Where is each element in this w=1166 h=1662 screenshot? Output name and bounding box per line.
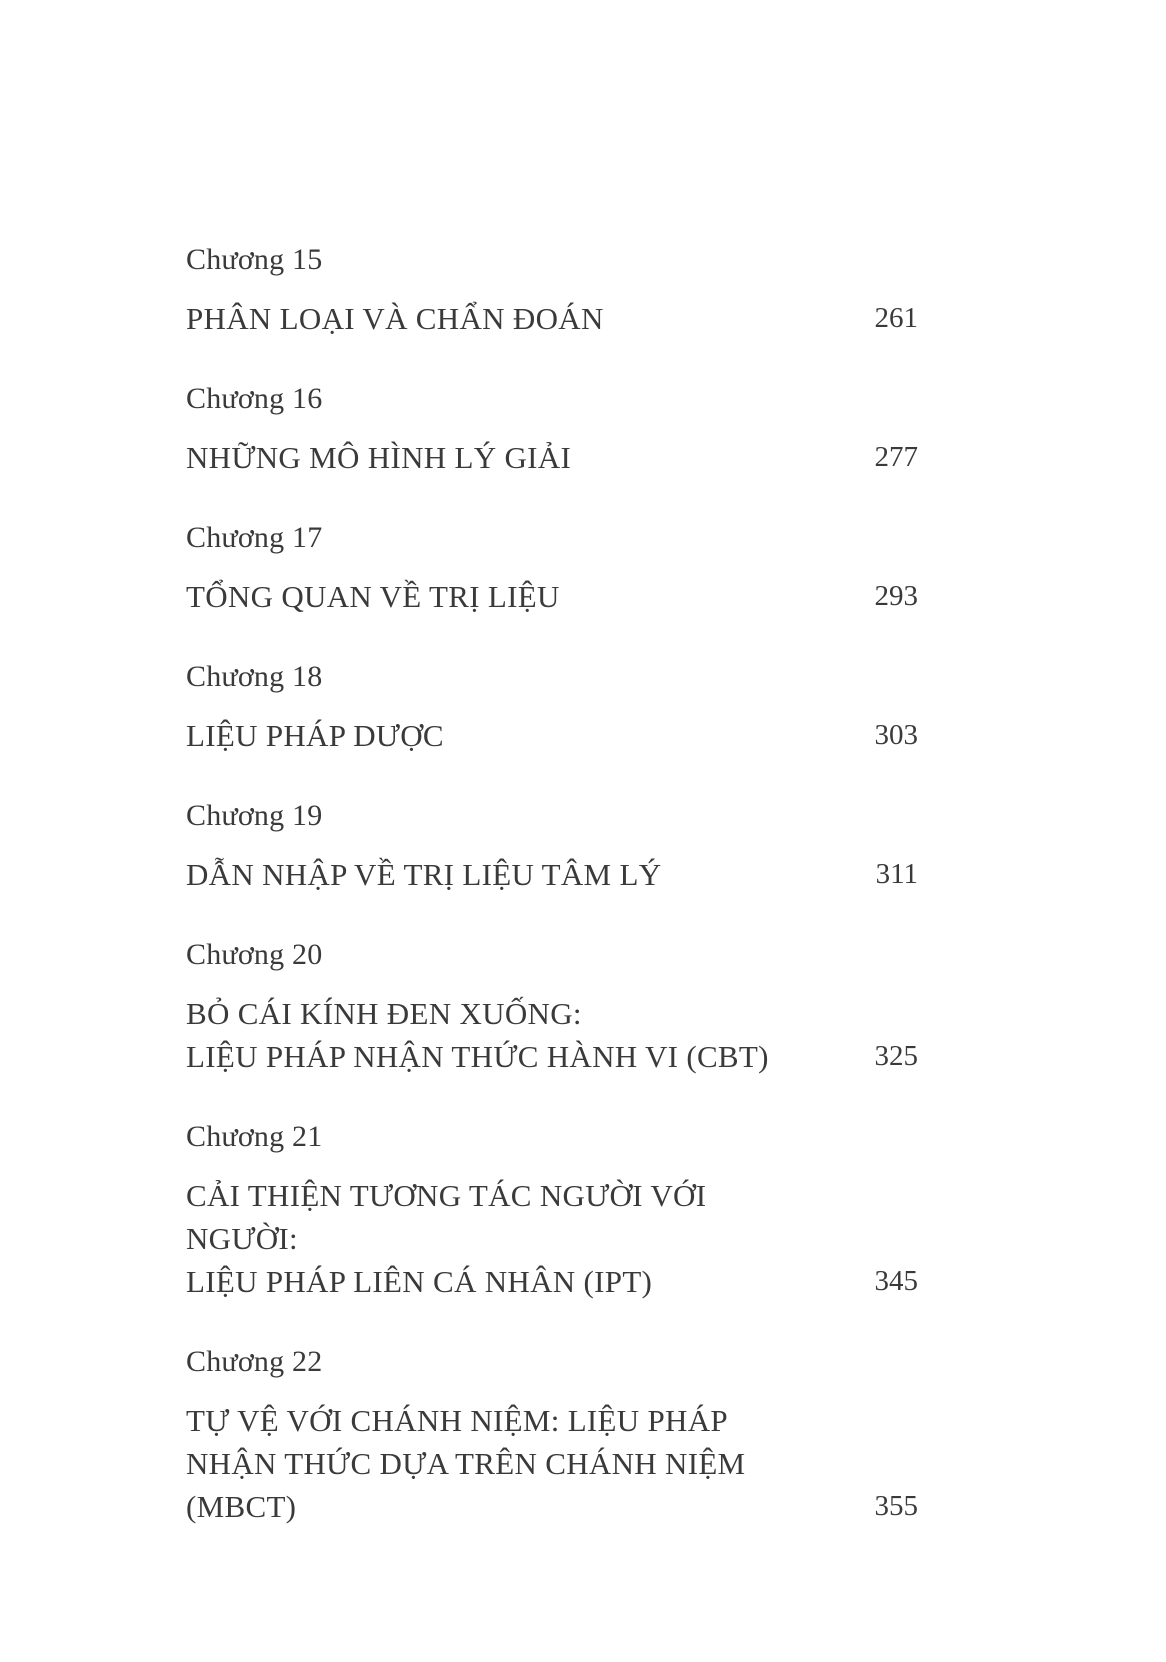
chapter-row — [186, 1399, 918, 1528]
chapter-row — [186, 992, 918, 1078]
chapter-page-number: 277 — [874, 441, 918, 473]
chapter-page-number: 355 — [874, 1490, 918, 1522]
chapter-title-line: TỰ VỆ VỚI CHÁNH NIỆM: LIỆU PHÁP — [186, 1403, 728, 1438]
toc-entry — [186, 796, 918, 896]
toc-entry — [186, 657, 918, 757]
chapter-page-number: 261 — [874, 302, 918, 334]
chapter-title-line: PHÂN LOẠI VÀ CHẨN ĐOÁN — [186, 301, 604, 336]
chapter-title-line: LIỆU PHÁP NHẬN THỨC HÀNH VI (CBT) — [186, 1039, 769, 1074]
chapter-label: Chương 21 — [186, 1120, 323, 1153]
chapter-label: Chương 22 — [186, 1345, 323, 1378]
toc-entry — [186, 240, 918, 340]
chapter-title — [186, 297, 604, 340]
chapter-row — [186, 436, 918, 479]
toc-entry — [186, 1117, 918, 1303]
chapter-label: Chương 18 — [186, 660, 323, 693]
chapter-title-line: NHỮNG MÔ HÌNH LÝ GIẢI — [186, 440, 572, 475]
chapter-row — [186, 297, 918, 340]
chapter-title-line: BỎ CÁI KÍNH ĐEN XUỐNG: — [186, 996, 582, 1031]
chapter-label: Chương 20 — [186, 938, 323, 971]
chapter-title — [186, 436, 571, 479]
chapter-label: Chương 19 — [186, 799, 323, 832]
chapter-title-line: DẪN NHẬP VỀ TRỊ LIỆU TÂM LÝ — [186, 857, 662, 892]
chapter-title-line: TỔNG QUAN VỀ TRỊ LIỆU — [186, 579, 560, 614]
chapter-title-line: LIỆU PHÁP LIÊN CÁ NHÂN (IPT) — [186, 1264, 653, 1299]
chapter-title-line: CẢI THIỆN TƯƠNG TÁC NGƯỜI VỚI NGƯỜI: — [186, 1178, 707, 1256]
toc-entry — [186, 1342, 918, 1528]
chapter-row — [186, 575, 918, 618]
chapter-label: Chương 17 — [186, 521, 323, 554]
chapter-page-number: 303 — [874, 719, 918, 751]
chapter-label: Chương 16 — [186, 382, 323, 415]
chapter-title — [186, 853, 661, 896]
chapter-page-number: 311 — [875, 858, 918, 890]
toc-entry — [186, 935, 918, 1078]
chapter-row — [186, 714, 918, 757]
chapter-page-number: 345 — [874, 1265, 918, 1297]
chapter-title — [186, 1174, 806, 1303]
chapter-label: Chương 15 — [186, 243, 323, 276]
chapter-title-line: NHẬN THỨC DỰA TRÊN CHÁNH NIỆM (MBCT) — [186, 1446, 746, 1524]
chapter-title — [186, 1399, 806, 1528]
chapter-page-number: 325 — [874, 1040, 918, 1072]
toc-entry — [186, 518, 918, 618]
chapter-page-number: 293 — [874, 580, 918, 612]
chapter-title-line: LIỆU PHÁP DƯỢC — [186, 718, 444, 753]
toc-entry — [186, 379, 918, 479]
chapter-title — [186, 575, 560, 618]
chapter-row — [186, 853, 918, 896]
chapter-title — [186, 992, 769, 1078]
toc-list — [186, 240, 918, 1528]
chapter-row — [186, 1174, 918, 1303]
chapter-title — [186, 714, 444, 757]
